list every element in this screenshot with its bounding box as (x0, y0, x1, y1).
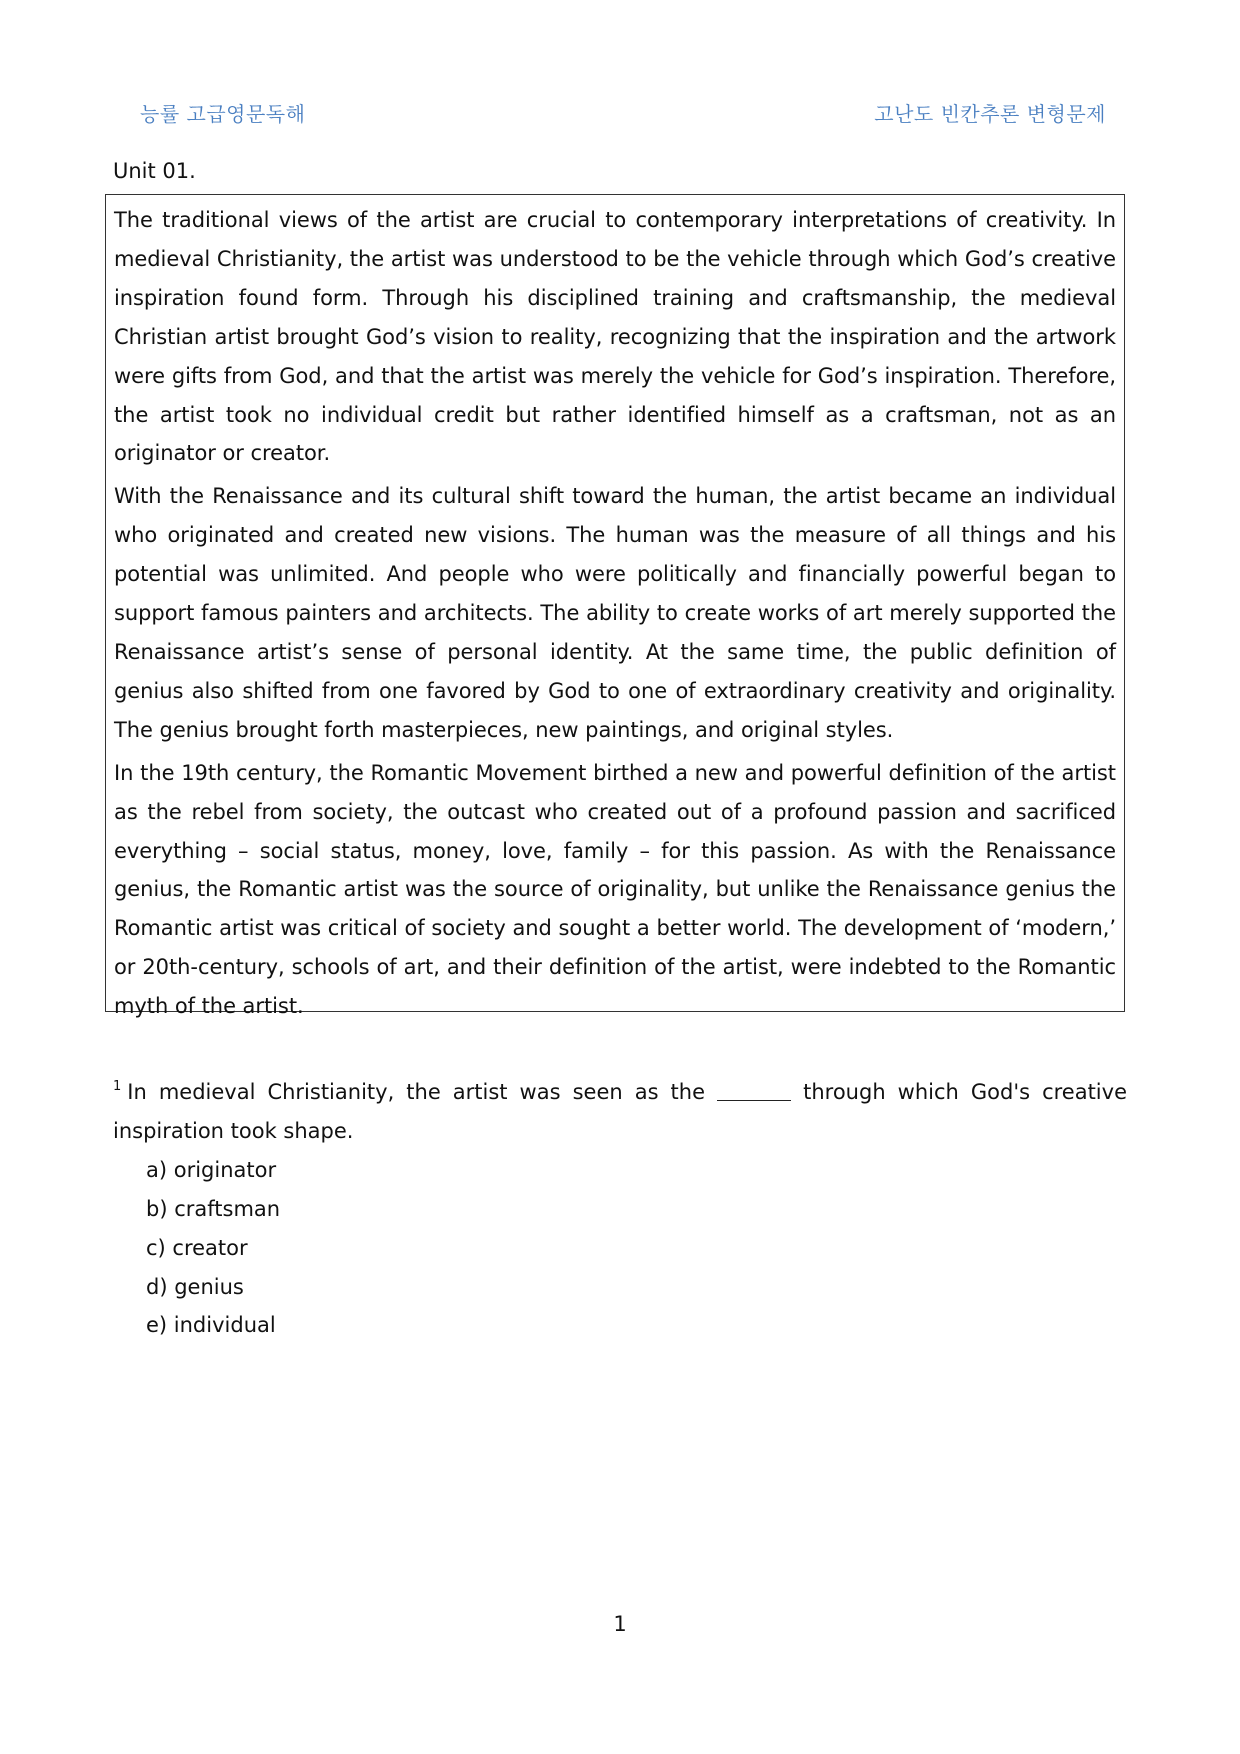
option-a[interactable]: a) originator (146, 1157, 277, 1182)
option-c[interactable]: c) creator (146, 1235, 248, 1260)
passage-paragraph-3: In the 19th century, the Romantic Movement birthed a new and powerful definition of the artist as the rebel from society, the outcast who created out of a profound passion and sacrificed everything – social status, money, love, family – for this passion. As with the Renaissance genius, the Romantic artist was the source of originality, but unlike the Renaissance genius the Romantic artist was critical of society and sought a better world. The development of ‘modern,’ or 20th-century, schools of art, and their definition of the artist, were indebted to the Romantic myth of the artist. (114, 760, 1116, 1019)
option-d[interactable]: d) genius (146, 1274, 244, 1299)
header-book-title: 능률 고급영문독해 (140, 102, 306, 126)
question-block (113, 1068, 1127, 1345)
passage-paragraph-1: The traditional views of the artist are crucial to contemporary interpretations of creativity. In medieval Christianity, the artist was understood to be the vehicle through which God’s creative inspiration found form. Through his disciplined training and craftsmanship, the medieval Christian artist brought God’s vision to reality, recognizing that the inspiration and the artwork were gifts from God, and that the artist was merely the vehicle for God’s inspiration. Therefore, the artist took no individual credit but rather identified himself as a craftsman, not as an originator or creator. (114, 208, 1116, 466)
answer-options (113, 1151, 1127, 1346)
page-number: 1 (613, 1612, 627, 1636)
answer-blank (717, 1080, 791, 1101)
header-section-title: 고난도 빈칸추론 변형문제 (874, 102, 1106, 126)
option-b[interactable]: b) craftsman (146, 1196, 281, 1221)
passage-paragraph-2: With the Renaissance and its cultural shift toward the human, the artist became an individual who originated and created new visions. The human was the measure of all things and his potential was unlimited. And people who were politically and financially powerful began to support famous painters and architects. The ability to create works of art merely supported the Renaissance artist’s sense of personal identity. At the same time, the public definition of genius also shifted from one favored by God to one of extraordinary creativity and originality. The genius brought forth masterpieces, new paintings, and original styles. (114, 484, 1116, 742)
option-e[interactable]: e) individual (146, 1313, 276, 1338)
page-header (140, 98, 1106, 128)
unit-label: Unit 01. (113, 159, 196, 183)
question-stem-before: In medieval Christianity, the artist was seen as the (127, 1080, 706, 1104)
passage-box (105, 194, 1125, 1019)
question-text (113, 1068, 1127, 1151)
question-number: 1 (113, 1079, 122, 1094)
question-stem-after: through which God's creative inspiration took shape. (113, 1080, 1127, 1143)
